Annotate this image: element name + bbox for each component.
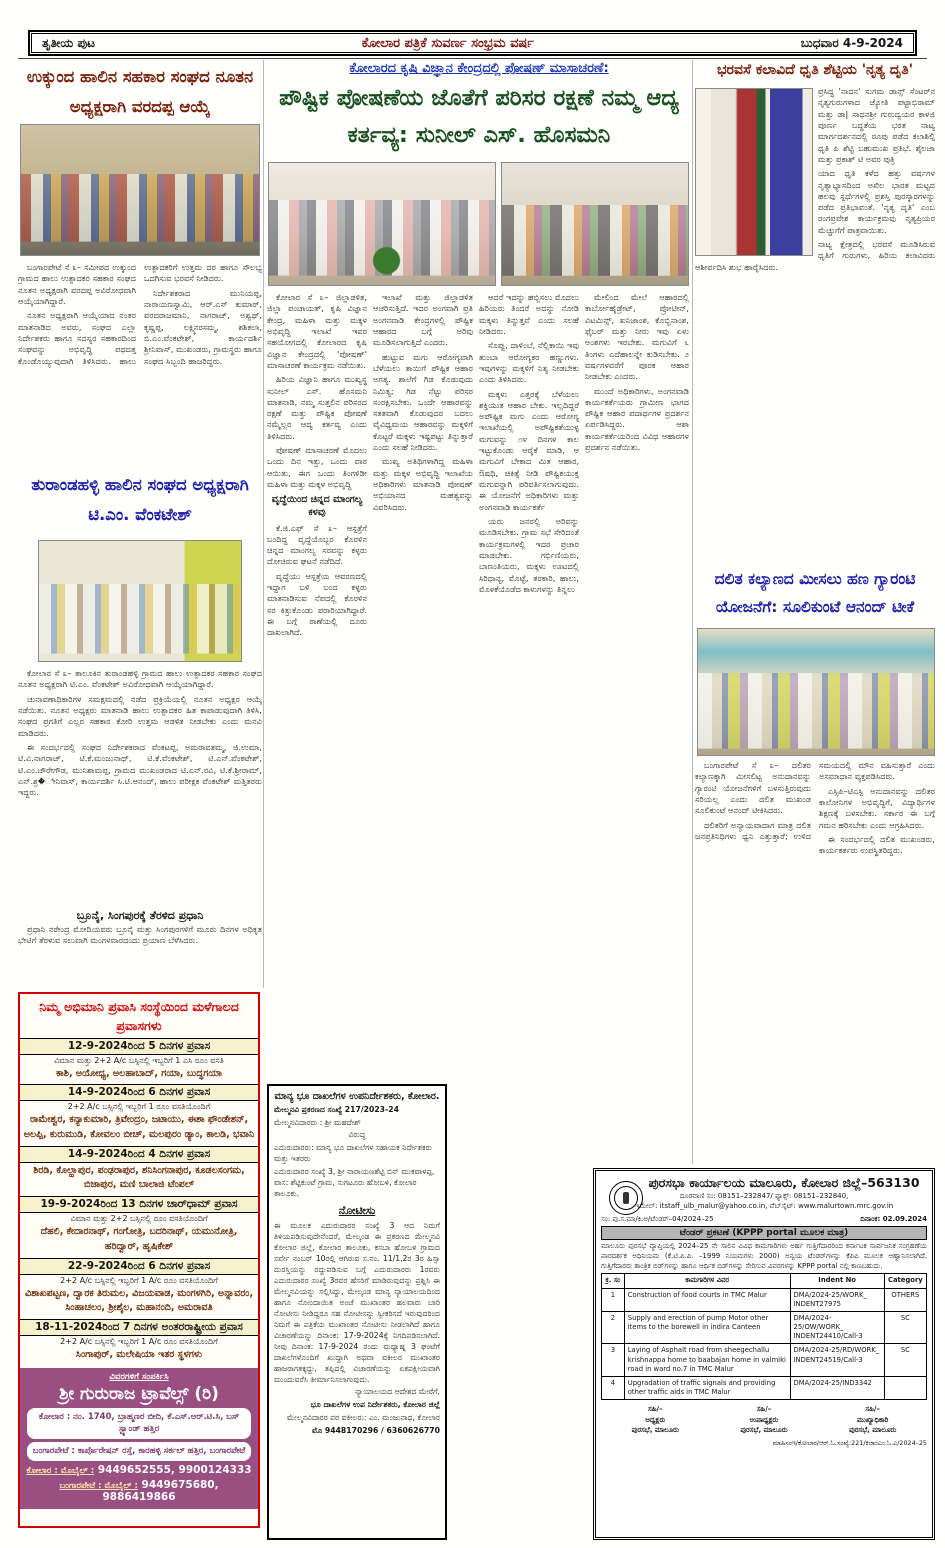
signature-role: ಮುಖ್ಯಾಧಿಕಾರಿ — [857, 1415, 889, 1424]
paragraph: ವೃದ್ಧೆಯು ಆಸ್ಪತ್ರೆಯ ಆವರಣದಲ್ಲಿ ಇದ್ದಾಗ ಬಳಿ ಬಂದ ಕಳ್ಳರು ಮಾತನಾಡಿಸುವ ನೆಪದಲ್ಲಿ ಕೊರಳಿನ ಸರ ಕಿತ್ತುಕೊಂಡು ಪರಾರಿಯಾಗಿದ್ದಾರೆ. ಈ ಬಗ್ಗೆ ಠಾಣೆಯಲ್ಲಿ ದೂರು ದಾಖಲಾಗಿದೆ. — [267, 570, 367, 638]
notice-versus: ವಿರುದ್ಧ — [348, 1130, 366, 1140]
tender-footer-ref: ಮಾಹಿಸಂಇ/ಕೋಲಾರ/ಆರ್.ಓ.ಸಂಖ್ಯೆ:221/ಕಿಜಾಂಎಂ.ಓ.ಎ/2024–25 — [772, 1438, 927, 1447]
paragraph: ಸೊಪ್ಪು, ದಾಳಿಂಬೆ, ನೆಲ್ಲಿಕಾಯಿ ಇವು ತುಂಬಾ ಆರೋಗ್ಯಕರ ಹಣ್ಣುಗಳು. ಇವುಗಳನ್ನು ಮಕ್ಕಳಿಗೆ ನಿತ್ಯ ನೀಡಬೇಕು ಎಂದು ತಿಳಿಸಿದರು. — [479, 340, 579, 385]
tender-signatures — [601, 1404, 927, 1436]
signature-org: ಪುರಸಭೆ, ಮಾಲೂರು — [849, 1426, 897, 1435]
row-description: Laying of Asphalt road from sheegechallu krishnappa home to baabajan home in valmiki road in ward no.7 in TMC Malur — [624, 1344, 790, 1377]
signature-org: ಪುರಸಭೆ, ಮಾಲೂರು — [631, 1426, 679, 1435]
paragraph: ನಾಟ್ಯ ಕ್ಷೇತ್ರದಲ್ಲಿ ಭರವಸೆ ಮೂಡಿಸಿರುವ ಧೃತಿಗೆ ಗುರುಗಳು, ಹಿರಿಯ ಕಲಾವಿದರು ಆಶೀರ್ವದಿಸಿ ಶುಭ ಹಾರೈಸಿದರು. — [695, 239, 935, 272]
center-column1 — [267, 292, 367, 1080]
left-article1-headline: ಉಕ್ಕುಂದ ಹಾಲಿನ ಸಹಕಾರ ಸಂಘದ ನೂತನ ಅಧ್ಯಕ್ಷರಾಗಿ ವರದಪ್ಪ ಆಯ್ಕೆ — [26, 67, 254, 116]
notice-order-line: ನ್ಯಾಯಾಲಯದ ಆದೇಶದ ಮೇರೆಗೆ, — [355, 1387, 440, 1397]
phone-number-kolar: 9449652555, 9900124333 — [97, 1463, 252, 1476]
contact-label: ವಿವರಗಳಿಗೆ ಸಂಪರ್ಕಿಸಿ — [109, 1371, 169, 1382]
tour-date-bar: 14-9-2024ರಿಂದ 4 ದಿನಗಳ ಪ್ರವಾಸ — [20, 1146, 258, 1163]
tender-table-row — [602, 1376, 927, 1399]
col-header-category: Category — [884, 1274, 926, 1288]
row-category: SC — [884, 1344, 926, 1377]
tour-destinations: ರಾಮೇಶ್ವರ, ಕನ್ಯಾಕುಮಾರಿ, ತ್ರಿವೇಂದ್ರಂ, ಜಟಾಯು, ಈಶಾ ಫೌಂಡೇಶನ್, ಅಲಪ್ಪಿ, ಕುರುಮುಡಿ, ಕೋವಲಂ ಬೀಚ್, ಮಲಪುರಂ ಡ್ಯಾಂ, ಕಾಲಡಿ, ಭವಾನಿ — [23, 1114, 255, 1140]
left-article2-subhead: ಬ್ರೂನೈ, ಸಿಂಗಪುರಕ್ಕೆ ತೆರಳಿದ ಪ್ರಧಾನಿ — [76, 909, 204, 922]
row-description: Upgradation of traffic signals and providing other traffic aids in TMC Malur — [624, 1376, 790, 1399]
row-slno: 2 — [602, 1311, 625, 1344]
paragraph: ಪೋಷಣ್ ಮಾಸಾಚರಣೆ ಮೊದಲು ಒಂದು ದಿನ ಇತ್ತು, ಒಂದು ವಾರ ಆಯಿತು, ಈಗ ಒಂದು ತಿಂಗಳಿಡೀ ಮಹಿಳಾ ಮತ್ತು ಮಕ್ಕಳ ಅಭಿವೃದ್ಧಿ — [267, 445, 367, 489]
agency-address-kolar: ಕೋಲಾರ : ನಂ. 1740, ಬ್ರಾಹ್ಮಣರ ಬೀದಿ, ಕೆ.ಎಸ್.ಆರ್.ಟಿ.ಸಿ, ಬಸ್ ಸ್ಟ್ಯಾಂಡ್ ಹತ್ತಿರ — [27, 1408, 251, 1440]
paragraph: ದಲಿತರಿಗೆ ಅನ್ಯಾಯವಾದಾಗ ಮಾತ್ರ ದಲಿತ ಜನಪ್ರತಿನಿಧಿಗಳು ಧ್ವನಿ ಎತ್ತುತ್ತಾರೆ; ಉಳಿದ ಸಮಯದಲ್ಲಿ ಮೌನ ವಹಿಸುತ್ತಾರೆ ಎಂದು ಅಸಮಾಧಾನ ವ್ಯಕ್ತಪಡಿಸಿದರು. — [695, 760, 935, 841]
tour-package — [20, 1319, 258, 1366]
tender-phone-line: ದೂರವಾಣಿ ಸಂ: 08151–232847/ ಫ್ಯಾಕ್ಸ್: 08151–232840, — [679, 1192, 849, 1200]
center-column4 — [585, 292, 689, 1164]
notice-respondent3: ಎದುರುದಾರರ ಸಂಖ್ಯೆ 3, ಶ್ರೀ ನಾರಾಯಣಶೆಟ್ಟಿ ಬಿನ್ ಮುಕವಾಳಪ್ಪ, ವಾಸ: ಶೆಟ್ಟಿಕುಂಟೆ ಗ್ರಾಮ, ಸುಗಟೂರು ಹೋಬಳಿ, ಕೋಲಾರ ತಾಲೂಕು. — [274, 1166, 435, 1198]
signature-block — [818, 1404, 927, 1436]
paragraph: ಬಂಗಾರಪೇಟೆ ಸೆ ೩– ಸಮೀಪದ ಉಕ್ಕುಂದ ಗ್ರಾಮದ ಹಾಲು ಉತ್ಪಾದಕರ ಸಹಕಾರ ಸಂಘದ ನೂತನ ಅಧ್ಯಕ್ಷರಾಗಿ ವರದಪ್ಪ ಅವಿರೋಧವಾಗಿ ಆಯ್ಕೆಯಾಗಿದ್ದಾರೆ. — [18, 262, 136, 306]
signature-org: ಪುರಸಭೆ, ಮಾಲೂರು — [740, 1426, 788, 1435]
tour-destinations: ದೆಹಲಿ, ಕೇದಾರನಾಥ್, ಗಂಗೋತ್ರಿ, ಬದರಿನಾಥ್, ಯಮುನೋತ್ರಿ, ಹರಿದ್ವಾರ್, ಹೃಷಿಕೇಶ್ — [40, 1226, 238, 1252]
row-indent-no: DMA/2024-25/RD/WORK_ INDENT24519/Call-3 — [790, 1344, 884, 1377]
notice-body: ಈ ಮೂಲಕ ಎದುರುದಾರರ ಸಂಖ್ಯೆ 3 ಆದ ನಿಮಗೆ ತಿಳಿಯಪಡಿಸುವುದೇನೆಂದರೆ, ಮೇಲ್ಕಂಡ ಈ ಪ್ರಕರಣದ ಮೇಲ್ಮನವಿ ಕೋಲಾರ ಜಿಲ್ಲೆ, ಕೋಲಾರ ತಾಲೂಕು, ಕಸಬಾ ಹೋಬಳಿ ಗ್ರಾಮದ ಸರ್ವೇ ನಂಬರ್ 10ರಲ್ಲಿ ಆಗಿರುವ ಸ.ನಂ. 11/1,2ರ 3ರ ಹಿಸ್ಸಾ ದುರಸ್ತಿಯನ್ನು ರದ್ದುಪಡಿಸುವ ಬಗ್ಗೆ ಎದುರುದಾರರು 1ರವರು ಎದುರುದಾರರ ಸಂಖ್ಯೆ 3ರವರ ಹೆಸರಿಗೆ ಮಾಡಿರುವುದನ್ನು ಪ್ರಶ್ನಿಸಿ ಈ ಮೇಲ್ಮನವಿಯನ್ನು ಸಲ್ಲಿಸಿದ್ದು, ಮೇಲ್ಕಂಡ ಮಾನ್ಯ ನ್ಯಾಯಾಲಯದಿಂದ ಹಾಗೂ ನೋಂದಾಯಿತ ಅಂಚೆ ಮುಖಾಂತರ ಹಲವಾರು ಬಾರಿ ನೋಟೀಸು ನೀಡಿದ್ದರೂ ಸಹ ನೋಟೀಸನ್ನು ಸ್ವೀಕರಿಸದೆ ಇರುವುದರಿಂದ ನಿಮಗೆ ಈ ಪತ್ರಿಕೆಯ ಮುಖಾಂತರ ನೋಟೀಸು ನೀಡಲಾಗಿದೆ ಹಾಗೂ ವಿಚಾರಣೆಯನ್ನು ದಿನಾಂಕ: 17-9-2024ಕ್ಕೆ ನಿಗದಿಪಡಿಸಲಾಗಿದೆ. ನೀವು ದಿನಾಂಕ: 17-9-2024 ರಂದು ಮಧ್ಯಾಹ್ನ 3 ಘಂಟೆಗೆ ದಾಖಲೆಗಳೊಂದಿಗೆ ಖುದ್ದಾಗಿ ಅಥವಾ ವಕೀಲರ ಮುಖಾಂತರ ಹಾಜರಾಗತಕ್ಕದ್ದು, ತಪ್ಪಿದಲ್ಲಿ ವಿಚಾರಣೆಯನ್ನು ಏಕಪಕ್ಷೀಯವಾಗಿ ಮುಂದುವರೆಸಿ ತೀರ್ಮಾನಿಸಲಾಗುವುದು. — [274, 1221, 440, 1384]
row-indent-no: DMA/2024-25/OW/WORK_ INDENT24410/Call-3 — [790, 1311, 884, 1344]
notice-respondents: ಎದುರುದಾರರು: ಮಾನ್ಯ ಭೂ ದಾಖಲೆಗಳ ಸಹಾಯಕ ನಿರ್ದೇಶಕರು ಮತ್ತು ಇತರರು — [274, 1143, 433, 1164]
paragraph: ನೂತನ ಅಧ್ಯಕ್ಷರಾಗಿ ಆಯ್ಕೆಯಾದ ನಂತರ ಮಾತನಾಡಿದ ಅವರು, ಸಂಘದ ಎಲ್ಲಾ ನಿರ್ದೇಶಕರು ಹಾಗೂ ಸದಸ್ಯರ ಸಹಕಾರದಿಂದ ಸಂಘವನ್ನು ಅಭಿವೃದ್ಧಿ ಪಥದತ್ತ ಕೊಂಡೊಯ್ಯುವುದಾಗಿ ತಿಳಿಸಿದರು. ಹಾಲು ಉತ್ಪಾದಕರಿಗೆ ಉತ್ತಮ ದರ ಹಾಗೂ ಸೌಲಭ್ಯ ಒದಗಿಸುವ ಭರವಸೆ ನೀಡಿದರು. — [18, 262, 262, 366]
tour-destinations: ಶಿರಡಿ, ಕೊಲ್ಹಾಪುರ, ಪಂಢರಾಪುರ, ಶನಿಸಿಂಗನಾಪುರ, ಕೂಡಲಸಂಗಮ, ಬಿಜಾಪುರ, ಮಣಿ ಬಾಲಾಜಿ ಟೆಂಪಲ್ — [33, 1164, 245, 1191]
paragraph: ಯಾದ ಧೃತಿ ಕಳೆದ ಹತ್ತು ವರ್ಷಗಳ ನೃತ್ಯಾಭ್ಯಾಸದಿಂದ ಅಖಿಲ ಭಾರತ ಮಟ್ಟದ ಹಲವು ಸ್ಪರ್ಧೆಗಳಲ್ಲಿ ಪ್ರಶಸ್ತಿ ಪುರಸ್ಕಾರಗಳನ್ನು ಪಡೆದ ಪ್ರತಿಭಾವಂತೆ. 'ನೃತ್ಯ ದೃತಿ' ಎಂಬ ರಂಗಪ್ರವೇಶ ಕಾರ್ಯಕ್ರಮವು ನೃತ್ಯಪ್ರಿಯರ ಮೆಚ್ಚುಗೆಗೆ ಪಾತ್ರವಾಯಿತು. — [818, 168, 935, 235]
signature-block — [710, 1404, 819, 1436]
tour-package — [20, 1146, 258, 1196]
phone-label-kolar: ಕೋಲಾರ : ಮೊಬೈಲ್ : — [26, 1465, 95, 1476]
agency-name: ಶ್ರೀ ಗುರುರಾಜ ಟ್ರಾವೆಲ್ಸ್ (ರಿ) — [59, 1383, 219, 1404]
travel-ad-packages — [20, 1038, 258, 1366]
paragraph: ಈ ಸಂದರ್ಭದಲ್ಲಿ ಸಂಘದ ನಿರ್ದೇಶಕರಾದ ವೆಂಕಟಪ್ಪ, ಅಮರಾವತಮ್ಮ, ಜಿ.ಉಮಾ, ಟಿ.ವಿ.ನಾಗರಾಜ್, ಟಿ.ಕೆ.ಮಂಜುನಾಥ್, ಟಿ.ಕೆ.ವೆಂಕಟೇಶ್, ಟಿ.ಎನ್.ವೆಂಕಟೇಶ್, ಟಿ.ಎಂ.ಚೌರೇಗೌಡ, ಮುನಿಶಾಮಪ್ಪ, ಗ್ರಾಮದ ಮುಖಂಡರಾದ ಟಿ.ಎನ್.ರವಿ, ಟಿ.ಕೆ.ಶ್ರೀರಾಮ್, ಎನ್.ಶ್ರ�ೀನಿವಾಸ್, ಕಾರ್ಯದರ್ಶಿ ಸಿ.ಟಿ.ಆನಂದ್, ಹಾಲು ಪರೀಕ್ಷಕ ವೆಂಕಟೇಶ್ ಮತ್ತಿತರರು ಇದ್ದರು. — [18, 741, 262, 798]
col-header-indent: Indent No — [790, 1274, 884, 1288]
column-divider-right — [692, 60, 693, 1164]
header-rule — [18, 58, 927, 59]
masthead-title: ಕೋಲಾರ ಪತ್ರಿಕೆ ಸುವರ್ಣ ಸಂಭ್ರಮ ವರ್ಷ — [361, 35, 535, 51]
row-category — [884, 1376, 926, 1399]
center-photo-food-exhibit — [501, 162, 689, 286]
paragraph: ಬಂಗಾರಪೇಟೆ ಸೆ ೩– ದಲಿತರ ಕಲ್ಯಾಣಕ್ಕಾಗಿ ಮೀಸಲಿಟ್ಟ ಅನುದಾನವನ್ನು ಗ್ಯಾರಂಟಿ ಯೋಜನೆಗಳಿಗೆ ಬಳಸುತ್ತಿರುವುದು ಸರಿಯಲ್ಲ ಎಂದು ದಲಿತ ಮುಖಂಡ ಸೂಲಿಕುಂಟೆ ಆನಂದ್ ಟೀಕಿಸಿದರು. — [695, 760, 811, 816]
col-header-description: ಕಾಮಗಾರಿಗಳ ವಿವರ — [624, 1274, 790, 1288]
row-category: OTHERS — [884, 1288, 926, 1311]
phone-line-bangarpet — [25, 1479, 253, 1503]
paragraph: ಈ ಸಂದರ್ಭದಲ್ಲಿ ದಲಿತ ಮುಖಂಡರು, ಕಾರ್ಯಕರ್ತರು ಉಪಸ್ಥಿತರಿದ್ದರು. — [819, 833, 935, 856]
paragraph: ಪ್ರಸಿದ್ಧ 'ನಾದನ' ಸುಗಮ ಡಾನ್ಸ್ ಸೆಂಟರ್‌ನ ನೃತ್ಯಗುರುಗಳಾದ ಜ್ಯೋತಿ ಪಟ್ಟಾಭಿರಾಮ್ ಮತ್ತು ಡಾ| ಸಾಧನಶ್ರೀ ಗುರುದ್ವಯರ ಕಾಳಜಿ ಪೂರ್ಣ ಬದ್ಧತೆಯ ಭರತ ನಾಟ್ಯ ಮಾರ್ಗದರ್ಶನದಲ್ಲಿ ರೂಪು ಪಡೆದ ಕಲಾಶಿಲ್ಪಿ ಧೃತಿ ಪಿ ಶೆಟ್ಟಿ ಬಹುಮುಖ ಪ್ರತಿಭೆ. ಶೈಲಜಾ ಮತ್ತು ಪ್ರಕಾಶ್ ಟಿ ಅವರ ಪುತ್ರಿ — [818, 86, 935, 164]
center-headline: ಪೌಷ್ಟಿಕ ಪೋಷಣೆಯ ಜೊತೆಗೆ ಪರಿಸರ ರಕ್ಷಣೆ ನಮ್ಮ ಆದ್ಯ ಕರ್ತವ್ಯ: ಸುನೀಲ್ ಎಸ್. ಹೊಸಮನಿ — [279, 85, 679, 149]
center-photo-plant-watering — [268, 162, 496, 286]
tour-destinations: ಕಾಶಿ, ಅಯೋಧ್ಯ, ಅಲಹಾಬಾದ್, ಗಯಾ, ಬುದ್ಧಗಯಾ — [56, 1067, 222, 1079]
tender-table-row — [602, 1288, 927, 1311]
tour-note: 2+2 A/c ಬಸ್ಸಿನಲ್ಲಿ ಇಬ್ಬರಿಗೆ 1 A/c ರೂಂ ವಸತಿಯೊಂದಿಗೆ — [60, 1275, 218, 1285]
tender-office: ಪುರಸಭಾ ಕಾರ್ಯಾಲಯ ಮಾಲೂರು, ಕೋಲಾರ ಜಿಲ್ಲೆ–563130 — [648, 1175, 920, 1190]
center-column2 — [373, 292, 473, 1080]
tour-note: ವಿಮಾನ ಮತ್ತು 2+2 ಬಸ್ಸಿನಲ್ಲಿ ರೂಂ ವಸತಿಯೊಂದಿಗೆ — [70, 1214, 208, 1224]
tour-package — [20, 1196, 258, 1257]
paragraph: ಪ್ರಧಾನಿ ನರೇಂದ್ರ ಮೋದಿಯವರು ಬ್ರೂನೈ ಮತ್ತು ಸಿಂಗಪುರಗಳಿಗೆ ಮೂರು ದಿನಗಳ ಅಧಿಕೃತ ಭೇಟಿಗೆ ತೆರಳುವ ಸಲುವಾಗಿ ಮಂಗಳವಾರದಂದು ಪ್ರಯಾಣ ಬೆಳೆಸಿದರು. — [18, 924, 262, 946]
tender-ref-number: ಸಂ: ಪು.ಸ.ಮಾ/ಕಿ.ಆ/ಟೆಂಡರ್–04/2024–25 — [601, 1215, 714, 1223]
travel-ad-contact — [20, 1368, 258, 1509]
legal-notice — [267, 1084, 447, 1540]
row-slno: 3 — [602, 1344, 625, 1377]
tour-date-bar: 19-9-2024ರಿಂದ 13 ದಿನಗಳ ಚಾರ್‌ಧಾಮ್ ಪ್ರವಾಸ — [20, 1196, 258, 1213]
tender-title-bar: ಟೆಂಡರ್ ಪ್ರಕಟಣೆ (KPPP portal ಮೂಲಕ ಮಾತ್ರ) — [601, 1226, 927, 1240]
edition-label: ತೃತೀಯ ಪುಟ — [42, 35, 95, 50]
paragraph: ಕೋಲಾರ ಸೆ ೩– ತಾಲೂಕಿನ ತುರಾಂಡಹಳ್ಳಿ ಗ್ರಾಮದ ಹಾಲು ಉತ್ಪಾದಕರ ಸಹಕಾರ ಸಂಘದ ನೂತನ ಅಧ್ಯಕ್ಷರಾಗಿ ಟಿ.ಎಂ. ವೆಂಕಟೇಶ್ ಅವಿರೋಧವಾಗಿ ಆಯ್ಕೆಯಾಗಿದ್ದಾರೆ. — [18, 668, 262, 690]
row-indent-no: DMA/2024-25/WORK_ INDENT27975 — [790, 1288, 884, 1311]
tender-table-row — [602, 1344, 927, 1377]
right-article1-body — [695, 86, 935, 562]
agency-address-bangarpet: ಬಂಗಾರಪೇಟೆ : ಕಾರ್ಪೊರೇಷನ್ ರಸ್ತೆ, ಕಾರಹಳ್ಳಿ ಸರ್ಕಲ್ ಹತ್ತಿರ, ಬಂಗಾರಪೇಟೆ — [27, 1442, 251, 1461]
left-article2-headline: ತುರಾಂಡಹಳ್ಳಿ ಹಾಲಿನ ಸಂಘದ ಅಧ್ಯಕ್ಷರಾಗಿ ಟಿ.ಎಂ. ವೆಂಕಟೇಶ್ — [31, 475, 249, 524]
row-description: Supply and erection of pump Motor other items to the borewell in indira Canteen — [624, 1311, 790, 1344]
signature-mark: ಸಹಿ/– — [756, 1405, 772, 1414]
issue-date: ಬುಧವಾರ 4-9-2024 — [800, 35, 903, 50]
paragraph: ಚುನಾವಣಾಧಿಕಾರಿಗಳ ಸಮಕ್ಷಮದಲ್ಲಿ ನಡೆದ ಪ್ರಕ್ರಿಯೆಯಲ್ಲಿ ನೂತನ ಅಧ್ಯಕ್ಷರ ಆಯ್ಕೆ ನಡೆಯಿತು. ನೂತನ ಅಧ್ಯಕ್ಷರು ಮಾತನಾಡಿ ಹಾಲು ಉತ್ಪಾದಕರ ಹಿತ ಕಾಪಾಡುವುದಾಗಿ ತಿಳಿಸಿ, ಸಂಘದ ಪ್ರಗತಿಗೆ ಎಲ್ಲರ ಸಹಕಾರ ಕೋರಿ ಉತ್ತಮ ಆಡಳಿತ ನೀಡಬೇಕು ಎಂದು ಮನವಿ ಮಾಡಿದರು. — [18, 693, 262, 738]
row-category: SC — [884, 1311, 926, 1344]
tour-date-bar: 22-9-2024ರಿಂದ 6 ದಿನಗಳ ಪ್ರವಾಸ — [20, 1258, 258, 1275]
center-column1-top — [267, 292, 367, 490]
tender-paragraph: ಮಾಲೂರು ಪುರಸಭೆ ವ್ಯಾಪ್ತಿಯಲ್ಲಿ 2024–25 ನೇ ಸಾಲಿನ ವಿವಿಧ ಕಾಮಗಾರಿಗಳು ಅರ್ಹ ಗುತ್ತಿಗೆದಾರರಿಂದ ಕರ್ನಾಟಕ ಸಾರ್ವಜನಿಕ ಸಂಗ್ರಹಣೆಯ ಪಾರದರ್ಶಕ ಅಧಿನಿಯಮ (ಕೆ.ಟಿ.ಪಿ.ಪಿ. –1999 ನಿಯಮಗಳು 2000) ಅನ್ವಯ ಟೆಂಡರ್‌ಗಳನ್ನು ಕೆಪಿಪಿ ಮೂಲಕ ಆಹ್ವಾನಿಸಲಾಗಿದೆ. ಗುತ್ತಿಗೆದಾರರು ತಾಂತ್ರಿಕ ಬಿಡ್‌ಗಳನ್ನು ಹಾಗೂ ಆರ್ಥಿಕ ಬಿಡ್‌ಗಳನ್ನು ಸೇರಿಸುವ ವಿವರಗಳನ್ನು KPPP portal ನಲ್ಲಿ ಕಾಣಬಹುದು. — [601, 1242, 927, 1270]
paragraph: ಆದರೆ ಇದನ್ನು ಹಬ್ಬಿಸಲು ಮೊದಲು ಹಿರಿಯರು ತಿಂದರೆ ಅದನ್ನು ನೋಡಿ ಮಕ್ಕಳು ತಿನ್ನುತ್ತವೆ ಎಂದು ಸಲಹೆ ನೀಡಿದರು. — [479, 292, 579, 336]
tour-package — [20, 1084, 258, 1145]
center-column3 — [479, 292, 579, 1538]
notice-court: ಮಾನ್ಯ ಭೂ ದಾಖಲೆಗಳ ಉಪನಿರ್ದೇಶಕರು, ಕೋಲಾರ. — [274, 1091, 440, 1102]
paragraph: ಎಸ್ಸಿಪಿ–ಟಿಎಸ್ಪಿ ಅನುದಾನವನ್ನು ದಲಿತರ ಕಾಲೋನಿಗಳ ಅಭಿವೃದ್ಧಿಗೆ, ವಿದ್ಯಾರ್ಥಿಗಳ ಶಿಕ್ಷಣಕ್ಕೆ ಬಳಸಬೇಕು. ಸರ್ಕಾರ ಈ ಬಗ್ಗೆ ಗಮನ ಹರಿಸಬೇಕು ಎಂದು ಆಗ್ರಹಿಸಿದರು. — [819, 785, 935, 830]
paragraph: ಇಲಾಖೆ ಮತ್ತು ಜಿಲ್ಲಾಡಳಿತ ಆಚರಿಸುತ್ತಿದೆ. ಇದರ ಅಂಗವಾಗಿ ಪ್ರತಿ ಅಂಗನವಾಡಿ ಕೇಂದ್ರಗಳಲ್ಲಿ ಪೌಷ್ಟಿಕ ಆಹಾರದ ಬಗ್ಗೆ ಅರಿವು ಮೂಡಿಸಲಾಗುತ್ತಿದೆ ಎಂದರು. — [373, 292, 473, 348]
paragraph: ಹಿರಿಯ ವಿಜ್ಞಾನಿ ಹಾಗೂ ಮುಖ್ಯಸ್ಥ ಸುನೀಲ್ ಎಸ್. ಹೊಸಮನಿ ಮಾತನಾಡಿ, ನಮ್ಮ ಸುತ್ತಲಿನ ಪರಿಸರದ ರಕ್ಷಣೆ ಮತ್ತು ಪೌಷ್ಟಿಕ ಪೋಷಣೆ ನಮ್ಮೆಲ್ಲರ ಆದ್ಯ ಕರ್ತವ್ಯ ಎಂದು ತಿಳಿಸಿದರು. — [267, 374, 367, 441]
notice-case-number: ಮೇಲ್ಮನವಿ ಪ್ರಕರಣದ ಸಂಖ್ಯೆ 217/2023-24 — [274, 1105, 399, 1115]
tender-date: ದಿನಾಂಕ: 02.09.2024 — [860, 1215, 927, 1223]
tour-package — [20, 1258, 258, 1319]
paragraph: ಮೇಲಿಂದ ಮೇಲೆ ಆಹಾರದಲ್ಲಿ ಕಾರ್ಬೋಹೈಡ್ರೇಟ್, ಪ್ರೋಟೀನ್, ವಿಟಮಿನ್ಸ್, ಖನಿಜಾಂಶ, ಕೊಬ್ಬಿನಾಂಶ, ಫೈಬರ್ ಮತ್ತು ನೀರು ಇವು ಏಳು ಅಂಶಗಳು ಇರಬೇಕು. ಮಗುವಿಗೆ ೬ ತಿಂಗಳು ಎದೆಹಾಲನ್ನೇ ಕುಡಿಸಬೇಕು. ೨ ವರ್ಷಗಳವರೆಗೆ ಪೂರಕ ಆಹಾರ ನೀಡಬೇಕು ಎಂದರು. — [585, 292, 689, 382]
tender-email-line: ಇಮೇಲ್: itstaff_ulb_malur@yahoo.co.in, ವೆಬ್‌ಸೈಟ್: www.malurtown.mrc.gov.in — [634, 1202, 894, 1210]
travel-ad — [18, 992, 260, 1528]
tour-destinations: ವಿಶಾಖಪಟ್ಟಣ, ದ್ವಾರಕ ತಿರುಮಲ, ವಿಜಯವಾಡ, ಮಂಗಳಗಿರಿ, ಅನ್ನಾವರಂ, ಸಿಂಹಾಚಲಂ, ಶ್ರೀಶೈಲ, ಮಹಾನಂದಿ, ಅಮರಾವತಿ — [24, 1287, 254, 1314]
signature-mark: ಸಹಿ/– — [865, 1405, 880, 1414]
malur-municipality-emblem-icon — [609, 1181, 643, 1215]
notice-signatory: ಭೂ ದಾಖಲೆಗಳ ಉಪ ನಿರ್ದೇಶಕರು, ಕೋಲಾರ ಜಿಲ್ಲೆ — [310, 1400, 440, 1410]
left-article2-photo — [38, 540, 242, 662]
left-article1-photo — [20, 124, 260, 256]
row-slno: 1 — [602, 1288, 625, 1311]
row-indent-no: DMA/2024-25/IND3342 — [790, 1376, 884, 1399]
paragraph: ಕೆ.ಜಿ.ಎಫ್ ಸೆ ೩– ಆಸ್ಪತ್ರೆಗೆ ಬಂದಿದ್ದ ವೃದ್ಧೆಯೊಬ್ಬರ ಕೊರಳಿನ ಚಿನ್ನದ ಮಾಂಗಲ್ಯ ಸರವನ್ನು ಕಳ್ಳರು ದೋಚಿರುವ ಘಟನೆ ನಡೆದಿದೆ. — [267, 522, 367, 567]
paragraph: ಮುಖ್ಯ ಅತಿಥಿಗಳಾಗಿದ್ದ ಮಹಿಳಾ ಮತ್ತು ಮಕ್ಕಳ ಅಭಿವೃದ್ಧಿ ಇಲಾಖೆಯ ಅಧಿಕಾರಿಗಳು ಮಾತನಾಡಿ ಪೋಷಣ್ ಅಭಿಯಾನದ ಮಹತ್ವವನ್ನು ವಿವರಿಸಿದರು. — [373, 456, 473, 512]
tender-table-row — [602, 1311, 927, 1344]
paragraph: ಮುಂದೆ ಅಧಿಕಾರಿಗಳು, ಅಂಗನವಾಡಿ ಕಾರ್ಯಕರ್ತೆಯರು ಗ್ರಾಮೀಣ ಭಾಗದ ಪೌಷ್ಟಿಕ ಆಹಾರ ಪದಾರ್ಥಗಳ ಪ್ರದರ್ಶನ ಏರ್ಪಡಿಸಿದ್ದರು. ಆಶಾ ಕಾರ್ಯಕರ್ತೆಯರಿಂದ ವಿವಿಧ ಆಹಾರಗಳ ಪ್ರದರ್ಶನ ನಡೆಯಿತು. — [585, 385, 689, 453]
tour-date-bar: 12-9-2024ರಿಂದ 5 ದಿನಗಳ ಪ್ರವಾಸ — [20, 1038, 258, 1055]
left-article1-body — [18, 262, 262, 466]
signature-role: ಉಪಾಧ್ಯಕ್ಷರು — [749, 1415, 779, 1424]
signature-mark: ಸಹಿ/– — [648, 1405, 663, 1414]
tender-table-header — [602, 1274, 927, 1288]
col-header-slno: ಕ್ರ. ಸಂ — [602, 1274, 625, 1288]
paragraph: ಕೋಲಾರ ಸೆ ೩– ಜಿಲ್ಲಾಡಳಿತ, ಜಿಲ್ಲಾ ಪಂಚಾಯತ್, ಕೃಷಿ ವಿಜ್ಞಾನ ಕೇಂದ್ರ, ಮಹಿಳಾ ಮತ್ತು ಮಕ್ಕಳ ಅಭಿವೃದ್ಧಿ ಇಲಾಖೆ ಇವರ ಸಹಯೋಗದಲ್ಲಿ ಕೋಲಾರದ ಕೃಷಿ ವಿಜ್ಞಾನ ಕೇಂದ್ರದಲ್ಲಿ 'ಪೋಷಣ್' ಮಾಸಾಚರಣೆ ಕಾರ್ಯಕ್ರಮ ನಡೆಯಿತು. — [267, 292, 367, 370]
tour-destinations: ಸಿಂಗಾಪುರ್, ಮಲೇಷಿಯಾ ಇತರ ಸ್ಥಳಗಳು — [75, 1348, 203, 1360]
paragraph: ಹುಟ್ಟುವ ಮಗು ಆರೋಗ್ಯವಾಗಿ ಬೆಳೆಯಲು ತಾಯಿಗೆ ಪೌಷ್ಟಿಕ ಆಹಾರ ಅಗತ್ಯ. ಶಾಲೆಗೆ ಗಿಡ ಕೊಡುವುದು ನಿಮಿತ್ಯ; ಗಿಡ ನೆಟ್ಟು ಪರಿಸರ ಸಂರಕ್ಷಿಸಬೇಕು. ಒಂದೇ ಆಹಾರವನ್ನು ಸತತವಾಗಿ ಕೊಡುವುದರ ಬದಲು ವೈವಿಧ್ಯಮಯ ಆಹಾರವನ್ನು ಮಕ್ಕಳಿಗೆ ಕೊಟ್ಟರೆ ಮಕ್ಕಳು ಇಷ್ಟಪಟ್ಟು ತಿನ್ನುತ್ತಾರೆ ಎಂದು ಸಲಹೆ ನೀಡಿದರು. — [373, 351, 473, 453]
tour-note: 2+2 A/c ಬಸ್ಸಿನಲ್ಲಿ ಇಬ್ಬರಿಗೆ 1 A/c ರೂಂ ವಸತಿಯೊಂದಿಗೆ — [60, 1336, 218, 1346]
phone-label-bangarpet: ಬಂಗಾರಪೇಟೆ : ಮೊಬೈಲ್ : — [59, 1480, 138, 1491]
column-divider-left — [263, 60, 264, 988]
tour-date-bar: 14-9-2024ರಿಂದ 6 ದಿನಗಳ ಪ್ರವಾಸ — [20, 1084, 258, 1101]
phone-number-bangarpet: 9449675680, 9886419866 — [102, 1478, 219, 1503]
notice-advocate: ಮೇಲ್ಮನವಿದಾರರ ಪರ ವಕೀಲರು: ಎಂ. ಮಂಜುನಾಥ, ಕೋಲಾರ — [286, 1413, 440, 1423]
paragraph: ಯರು ಜನರಲ್ಲಿ ಅರಿವನ್ನು ಮೂಡಿಸಬೇಕು. ಗ್ರಾಮ ಸಭೆ ಸೇರಿದಂತೆ ಕಾರ್ಯಕ್ರಮಗಳಲ್ಲಿ ಇದರ ಪ್ರಚಾರ ಮಾಡಬೇಕು. ಗರ್ಭಿಣಿಯರು, ಬಾಣಂತಿಯರು, ಮಕ್ಕಳು ಊಟದಲ್ಲಿ ಸಿರಿಧಾನ್ಯ, ಮೊಟ್ಟೆ, ತರಕಾರಿ, ಹಾಲು, ಮೊಳಕೆಯೊಡೆದ ಕಾಳುಗಳನ್ನು ತಿನ್ನಲು — [479, 515, 579, 594]
tour-date-bar: 18-11-2024ರಿಂದ 7 ದಿನಗಳ ಅಂತರರಾಷ್ಟ್ರೀಯ ಪ್ರವಾಸ — [20, 1319, 258, 1336]
tour-note: ವಿಮಾನ ಮತ್ತು 2+2 A/c ಬಸ್ಸಿನಲ್ಲಿ ಇಬ್ಬರಿಗೆ 1 ಎಸಿ ರೂಂ ವಸತಿ — [54, 1055, 224, 1065]
signature-block — [601, 1404, 710, 1436]
right-article1-photo — [695, 88, 813, 256]
masthead-bar — [28, 30, 917, 56]
notice-phone: ಮೊ 9448170296 / 6360626770 — [312, 1426, 440, 1436]
center-column1-bottom — [267, 523, 367, 639]
tour-note: 2+2 A/c ಬಸ್ಸಿನಲ್ಲಿ ಇಬ್ಬರಿಗೆ 1 ರೂಂ ವಸತಿಯೊಂದಿಗೆ — [67, 1102, 211, 1112]
paragraph: ನಿರ್ದೇಶಕರಾದ ಮುನಿಯಪ್ಪ, ನಾರಾಯಣಸ್ವಾಮಿ, ಆರ್.ಎಸ್ ಕುಮಾರ್, ವರದರಾಜಮಾನಿ, ನಾಗರಾಜ್, ಅಶ್ವಥ್, ಕೃಷ್ಣಪ್ಪ, ಲಕ್ಷ್ಮಿನರಸಮ್ಮ, ಶಶಿಕಲಾ, ಬಿ.ಎಂ.ವೆಂಕಟೇಶ್, ಕಾರ್ಯದರ್ಶಿ ಶ್ರೀನಿವಾಸ್, ಮುಖಂಡರು, ಗ್ರಾಮಸ್ಥರು ಹಾಗೂ ಸಂಘದ ಸಿಬ್ಬಂದಿ ಹಾಜರಿದ್ದರು. — [144, 287, 262, 366]
center-column1-subhead: ವೃದ್ಧೆಯಿಂದ ಚಿನ್ನದ ಮಾಂಗಲ್ಯ ಕಳವು — [271, 494, 363, 519]
phone-line-kolar — [25, 1464, 253, 1476]
right-article2-headline: ದಲಿತ ಕಲ್ಯಾಣದ ಮೀಸಲು ಹಣ ಗ್ಯಾರಂಟಿ ಯೋಜನೆಗೆ: ಸೂಲಿಕುಂಟೆ ಆನಂದ್ ಟೀಕೆ — [714, 570, 916, 616]
right-article1-headline: ಭರವಸೆ ಕಲಾವಿದೆ ಧೃತಿ ಶೆಟ್ಟಿಯ 'ನೃತ್ಯ ದೃತಿ' — [717, 62, 913, 78]
tender-notice — [593, 1168, 935, 1540]
notice-appellant: ಮೇಲ್ಮನವಿದಾರರು : ಶ್ರೀ ಮಹದೇಶ್ — [274, 1118, 361, 1128]
center-kicker: ಕೋಲಾರದ ಕೃಷಿ ವಿಜ್ಞಾನ ಕೇಂದ್ರದಲ್ಲಿ ಪೋಷಣ್ ಮಾಸಾಚರಣೆ: — [349, 61, 609, 76]
right-article2-body — [695, 760, 935, 1162]
notice-title: ನೋಟೀಸು — [338, 1203, 376, 1217]
left-article2-body — [18, 668, 262, 904]
right-article2-photo — [697, 628, 935, 756]
row-slno: 4 — [602, 1376, 625, 1399]
row-description: Construction of food courts in TMC Malur — [624, 1288, 790, 1311]
tour-package — [20, 1038, 258, 1085]
signature-role: ಅಧ್ಯಕ್ಷರು — [645, 1415, 666, 1424]
left-article2-body2 — [18, 924, 262, 986]
paragraph: ಮಕ್ಕಳು ಎತ್ತರಕ್ಕೆ ಬೆಳೆಯಲು ಶಕ್ತಿಯುತ ಆಹಾರ ಬೇಕು. ಇಲ್ಲದಿದ್ದರೆ ಅಪೌಷ್ಟಿಕ ಮಗು ಎಂದು ಆರೋಗ್ಯ ಇಲಾಖೆಯಲ್ಲಿ ಅಪೌಷ್ಟಿಕತೆಯುಳ್ಳ ಮಗುವನ್ನು ೧೪ ದಿನಗಳ ಕಾಲ ಇಟ್ಟುಕೊಂಡು ಆರೈಕೆ ಮಾಡಿ, ಆ ಮಗುವಿಗೆ ಬೇಕಾದ ಮಿತ ಆಹಾರ, ಔಷಧಿ, ಚಿಕಿತ್ಸೆ ನೀಡಿ ಪೌಷ್ಟಿಕಯುಕ್ತ ಮಗುವನ್ನಾಗಿ ಪರಿವರ್ತಿಸಲಾಗುವುದು. ಈ ಯೋಜನೆಗೆ ಅಧಿಕಾರಿಗಳು ಮತ್ತು ಅಂಗನವಾಡಿ ಕಾರ್ಯಕರ್ತೆ — [479, 388, 579, 512]
tender-table — [601, 1273, 927, 1400]
travel-ad-title: ನಿಮ್ಮ ಅಭಿಮಾನಿ ಪ್ರವಾಸಿ ಸಂಸ್ಥೆಯಿಂದ ಮಳೆಗಾಲದ ಪ್ರವಾಸಗಳು — [39, 999, 239, 1033]
